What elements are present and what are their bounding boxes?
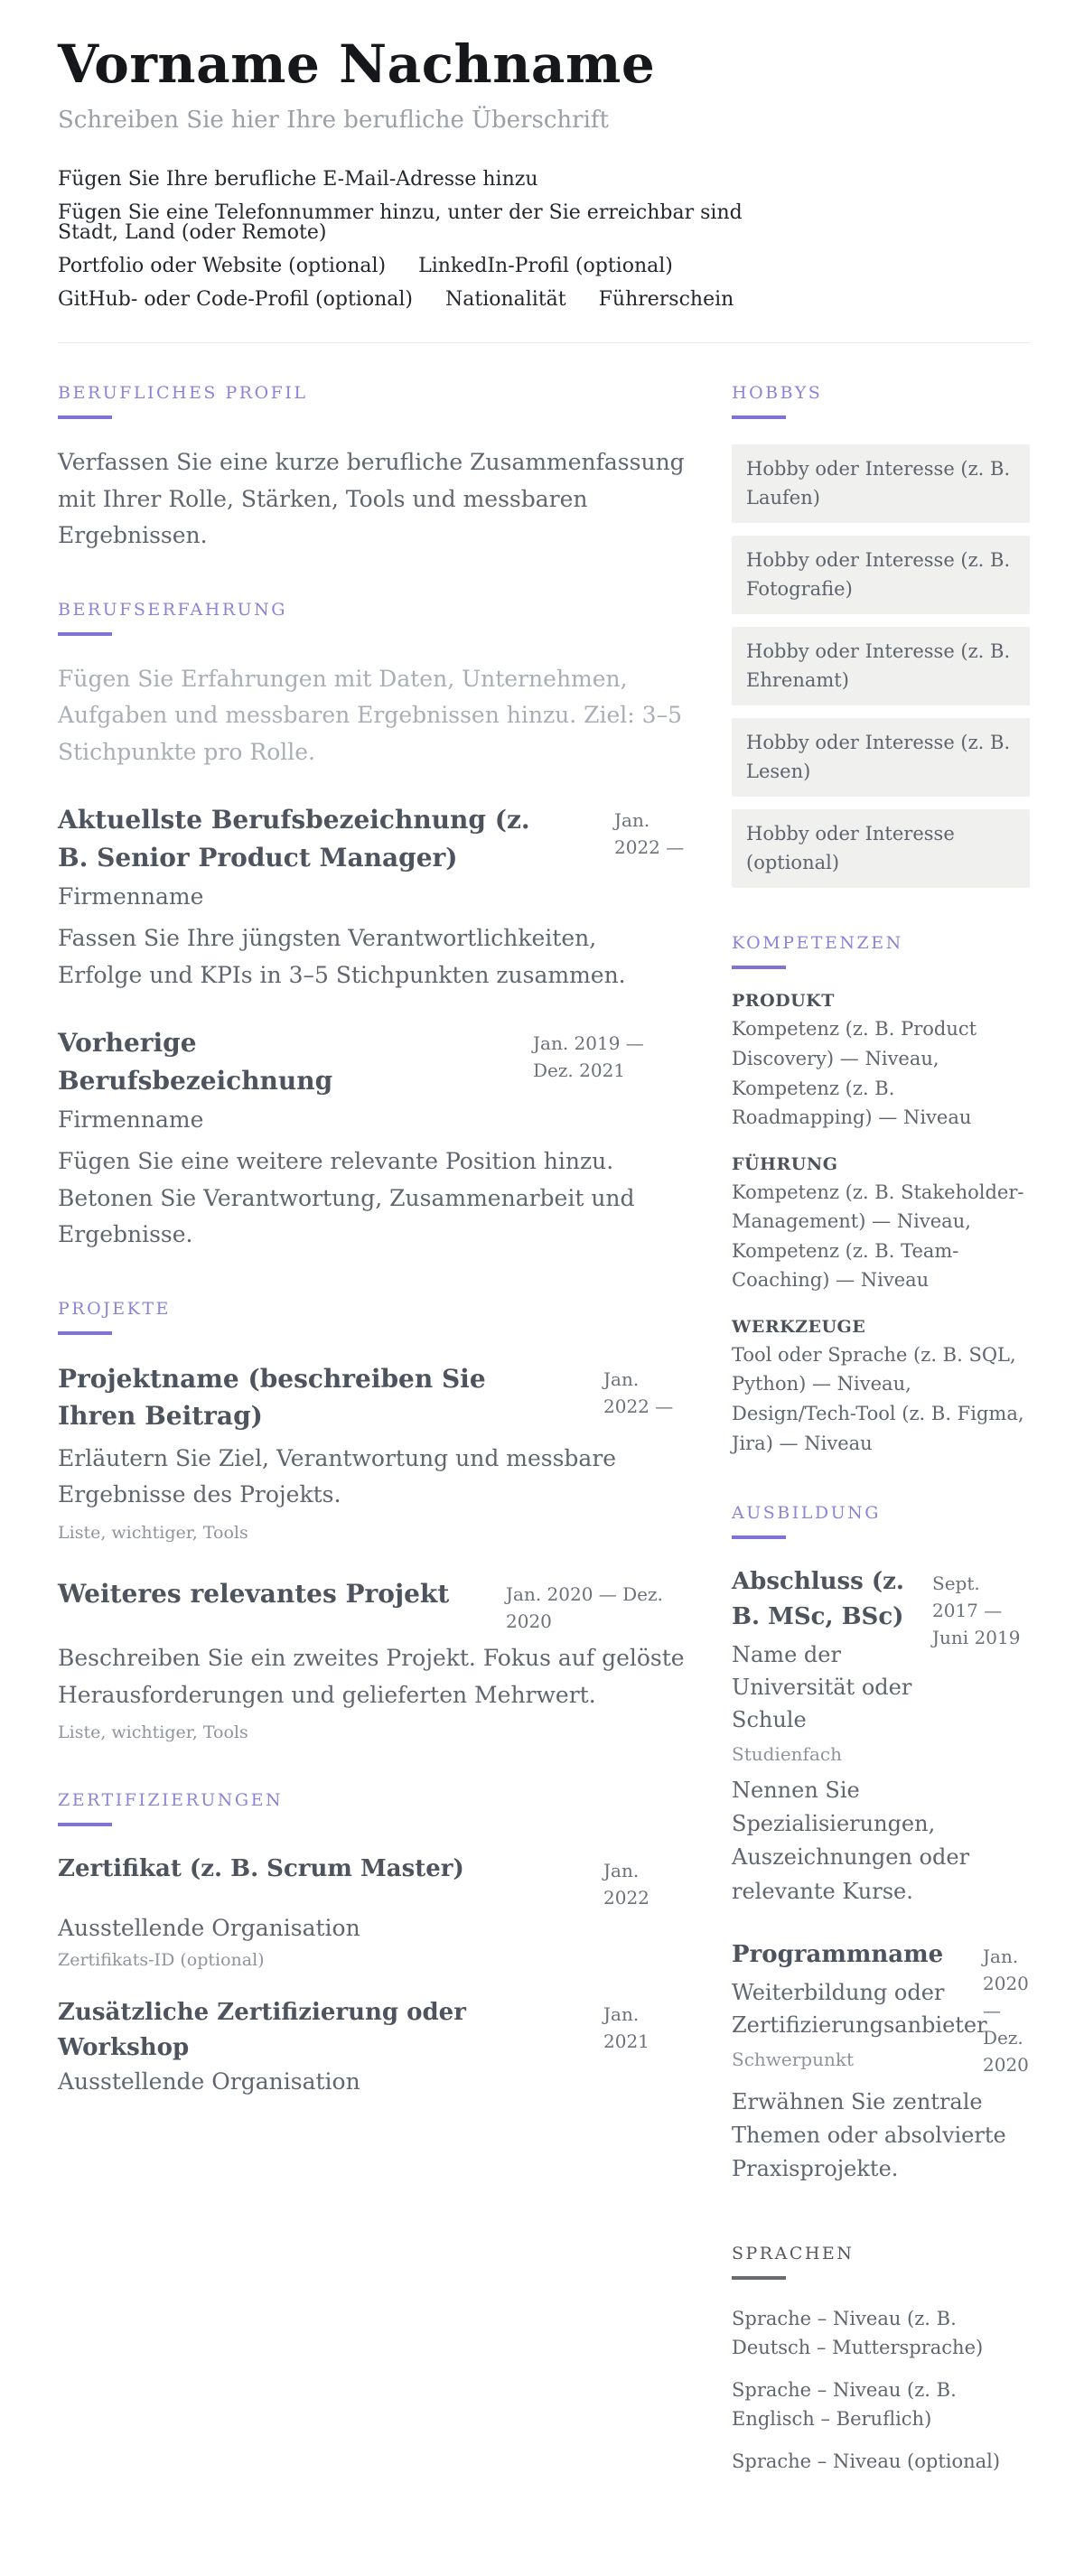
certification-entry: [58, 1852, 687, 1973]
section-rule: [58, 632, 112, 636]
contact-phone: Fügen Sie eine Telefonnummer hinzu, unter der Sie erreichbar sind: [58, 201, 743, 225]
education-degree: Abschluss (z. B. MSc, BSc): [732, 1568, 904, 1631]
project-tools: Liste, wichtiger, Tools: [58, 1722, 248, 1743]
skill-group-text: Kompetenz (z. B. Stakeholder-Management) — Niveau, Kompetenz (z. B. Team-Coaching) — Niveau: [732, 1181, 1024, 1292]
contact-email: Fügen Sie Ihre berufliche E-Mail-Adresse hinzu: [58, 168, 538, 191]
project-description: Erläutern Sie Ziel, Verantwortung und messbare Ergebnisse des Projekts.: [58, 1444, 617, 1508]
section-rule: [732, 1535, 786, 1539]
section-title-experience: BERUFSERFAHRUNG: [58, 599, 287, 620]
resume-header: [58, 34, 1030, 310]
hobby-item: Hobby oder Interesse (z. B. Ehrenamt): [732, 627, 1030, 705]
hobby-item: Hobby oder Interesse (z. B. Fotografie): [732, 536, 1030, 614]
education-degree: Programmname: [732, 1940, 944, 1968]
section-title-certifications: ZERTIFIZIERUNGEN: [58, 1789, 284, 1810]
side-column: [732, 383, 1030, 2521]
certification-organization: Ausstellende Organisation: [58, 1914, 360, 1941]
education-school: Name der Universität oder Schule: [732, 1642, 912, 1733]
job-date: Jan. 2022 —: [614, 809, 685, 859]
section-profile: [58, 383, 687, 555]
contact-location: Stadt, Land (oder Remote): [58, 221, 327, 245]
contact-drivers-license: Führerschein: [598, 288, 734, 312]
certification-date: Jan. 2022: [603, 1859, 649, 1909]
project-entry: [58, 1575, 687, 1745]
contact-github: GitHub- oder Code-Profil (optional): [58, 288, 413, 312]
contact-portfolio: Portfolio oder Website (optional): [58, 255, 387, 278]
job-title: Aktuellste Berufsbezeichnung (z. B. Senior Product Manager): [58, 805, 530, 873]
section-rule: [58, 1823, 112, 1826]
section-rule: [58, 415, 112, 419]
section-title-hobbies: HOBBYS: [732, 383, 823, 404]
education-date: Jan. 2020 — Dez. 2020: [983, 1945, 1029, 2076]
contact-row: [58, 290, 1030, 310]
certification-date: Jan. 2021: [603, 2003, 649, 2053]
section-projects: [58, 1299, 687, 1745]
project-date: Jan. 2020 — Dez. 2020: [506, 1583, 663, 1633]
contact-block: [58, 170, 1030, 310]
section-title-education: AUSBILDUNG: [732, 1503, 881, 1524]
project-date: Jan. 2022 —: [603, 1367, 674, 1417]
section-hobbies: [732, 383, 1030, 888]
job-company: Firmenname: [58, 883, 204, 910]
main-column: [58, 383, 687, 2140]
section-languages: [732, 2244, 1030, 2477]
job-description: Fassen Sie Ihre jüngsten Verantwortlichkeiten, Erfolge und KPIs in 3–5 Stichpunkten zusammen.: [58, 925, 626, 988]
skill-group: [732, 991, 1030, 1132]
skill-group-text: Tool oder Sprache (z. B. SQL, Python) — Niveau, Design/Tech-Tool (z. B. Figma, Jira) — Niveau: [732, 1343, 1024, 1454]
education-date: Sept. 2017 — Juni 2019: [932, 1573, 1021, 1649]
certification-entry: [58, 1995, 687, 2095]
language-item: Sprache – Niveau (z. B. Deutsch – Muttersprache): [732, 2308, 984, 2358]
skill-group-label: FÜHRUNG: [732, 1153, 838, 1174]
section-rule: [732, 966, 786, 969]
contact-linkedin: LinkedIn-Profil (optional): [418, 255, 673, 278]
candidate-name: Vorname Nachname: [58, 33, 656, 95]
hobby-item: Hobby oder Interesse (optional): [732, 809, 1030, 888]
section-title-profile: BERUFLICHES PROFIL: [58, 383, 308, 404]
project-title: Weiteres relevantes Projekt: [58, 1579, 450, 1610]
certification-organization: Ausstellende Organisation: [58, 2068, 360, 2095]
project-title: Projektname (beschreiben Sie Ihren Beitrag): [58, 1363, 486, 1432]
certification-title: Zusätzliche Zertifizierung oder Workshop: [58, 1999, 466, 2061]
education-entry: [732, 1937, 1030, 2187]
contact-row: [58, 170, 1030, 190]
project-tools: Liste, wichtiger, Tools: [58, 1522, 248, 1543]
experience-intro: Fügen Sie Erfahrungen mit Daten, Unternehmen, Aufgaben und messbaren Ergebnissen hinzu. Ziel: 3–5 Stichpunkte pro Rolle.: [58, 665, 682, 765]
contact-row: [58, 203, 1030, 243]
section-experience: [58, 600, 687, 1254]
skill-group: [732, 1317, 1030, 1458]
language-item: Sprache – Niveau (z. B. Englisch – Beruflich): [732, 2379, 957, 2430]
certification-title: Zertifikat (z. B. Scrum Master): [58, 1854, 464, 1882]
header-divider: [58, 342, 1030, 343]
education-note: Erwähnen Sie zentrale Themen oder absolvierte Praxisprojekte.: [732, 2088, 1006, 2182]
section-rule: [732, 2276, 786, 2280]
section-skills: [732, 933, 1030, 1458]
job-company: Firmenname: [58, 1106, 204, 1134]
job-title: Vorherige Berufsbezeichnung: [58, 1028, 333, 1096]
project-entry: [58, 1360, 687, 1545]
hobby-item: Hobby oder Interesse (z. B. Laufen): [732, 444, 1030, 523]
skill-group-label: PRODUKT: [732, 991, 835, 1012]
section-rule: [58, 1331, 112, 1335]
job-entry: [58, 801, 687, 994]
skill-group-text: Kompetenz (z. B. Product Discovery) — Niveau, Kompetenz (z. B. Roadmapping) — Niveau: [732, 1018, 977, 1129]
education-entry: [732, 1564, 1030, 1909]
job-entry: [58, 1024, 687, 1253]
education-field: Studienfach: [732, 1743, 842, 1766]
education-school: Weiterbildung oder Zertifizierungsanbieter: [732, 1979, 987, 2038]
section-education: [732, 1503, 1030, 2186]
job-date: Jan. 2019 — Dez. 2021: [533, 1032, 644, 1082]
section-title-skills: KOMPETENZEN: [732, 933, 903, 954]
profile-text: Verfassen Sie eine kurze berufliche Zusammenfassung mit Ihrer Rolle, Stärken, Tools und messbaren Ergebnissen.: [58, 449, 685, 549]
project-description: Beschreiben Sie ein zweites Projekt. Fokus auf gelöste Herausforderungen und gelieferten Mehrwert.: [58, 1645, 685, 1708]
section-rule: [732, 415, 786, 419]
education-note: Nennen Sie Spezialisierungen, Auszeichnungen oder relevante Kurse.: [732, 1778, 970, 1904]
contact-nationality: Nationalität: [445, 288, 566, 312]
section-certifications: [58, 1790, 687, 2095]
section-title-languages: SPRACHEN: [732, 2244, 855, 2264]
hobby-item: Hobby oder Interesse (z. B. Lesen): [732, 718, 1030, 797]
skill-group: [732, 1154, 1030, 1295]
contact-row: [58, 257, 1030, 276]
skill-group-label: WERKZEUGE: [732, 1316, 866, 1337]
section-title-projects: PROJEKTE: [58, 1298, 171, 1319]
job-description: Fügen Sie eine weitere relevante Position hinzu. Betonen Sie Verantwortung, Zusammenarbeit und Ergebnisse.: [58, 1148, 635, 1248]
certification-id: Zertifikats-ID (optional): [58, 1949, 265, 1970]
education-field: Schwerpunkt: [732, 2048, 855, 2070]
candidate-headline: Schreiben Sie hier Ihre berufliche Überschrift: [58, 106, 609, 134]
language-item: Sprache – Niveau (optional): [732, 2450, 1001, 2473]
